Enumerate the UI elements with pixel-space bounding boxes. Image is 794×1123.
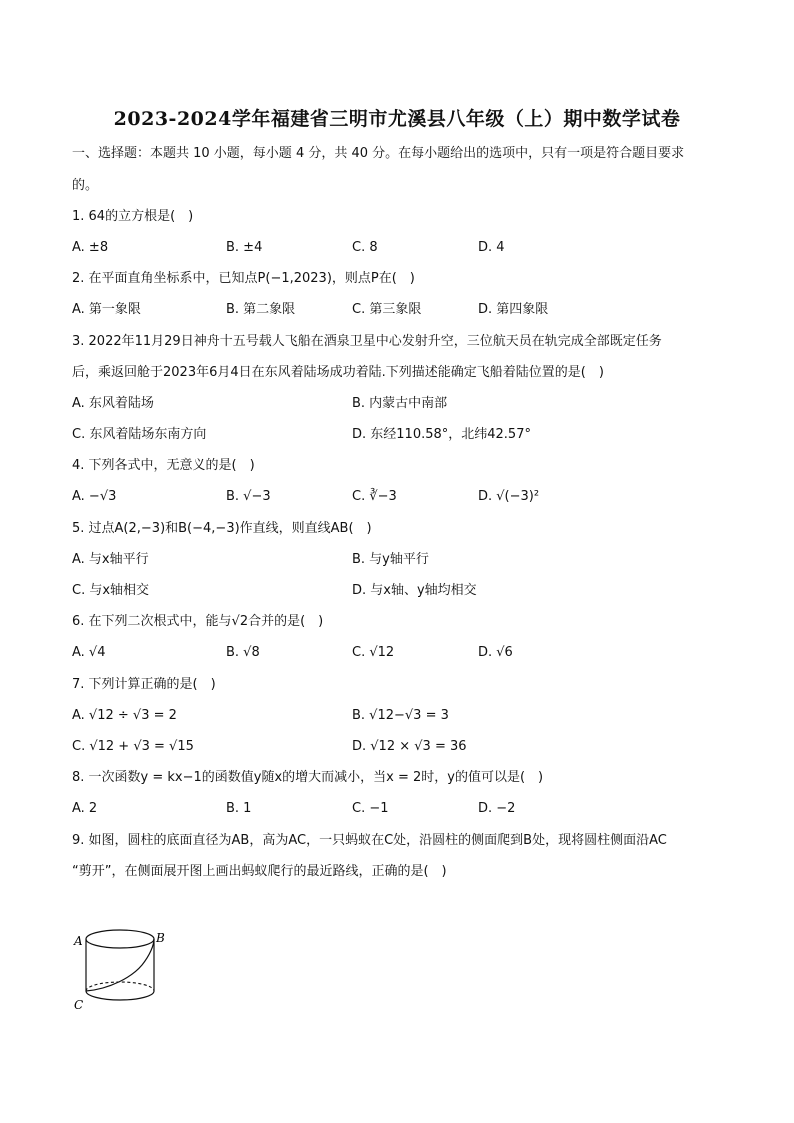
point-b-label: B: [156, 931, 165, 945]
section-instruction-line1: 一、选择题：本题共 10 小题，每小题 4 分，共 40 分。在每小题给出的选项中，只有一项是符合题目要求: [72, 146, 685, 161]
question-6-option-c: C. √12: [352, 645, 395, 660]
question-8-option-c: C. −1: [352, 801, 389, 816]
question-6-stem: 6. 在下列二次根式中，能与√2合并的是( ): [72, 614, 324, 629]
question-7-option-a: A. √12 ÷ √3 = 2: [72, 708, 177, 723]
question-1-option-c: C. 8: [352, 240, 378, 255]
question-3-stem-line2: 后，乘返回舱于2023年6月4日在东风着陆场成功着陆.下列描述能确定飞船着陆位置的是( ): [72, 365, 604, 380]
question-5-option-d: D. 与x轴、y轴均相交: [352, 583, 477, 598]
question-6-option-d: D. √6: [478, 645, 513, 660]
question-9-stem-line2: “剪开”，在侧面展开图上画出蚂蚁爬行的最近路线，正确的是( ): [72, 864, 447, 879]
question-5-stem: 5. 过点A(2,−3)和B(−4,−3)作直线，则直线AB( ): [72, 521, 372, 536]
question-6-option-a: A. √4: [72, 645, 106, 660]
question-1-option-a: A. ±8: [72, 240, 109, 255]
cylinder-top-ellipse: [86, 930, 154, 948]
question-8-option-a: A. 2: [72, 801, 98, 816]
question-6-option-b: B. √8: [226, 645, 260, 660]
question-2-stem: 2. 在平面直角坐标系中，已知点P(−1,2023)，则点P在( ): [72, 271, 415, 286]
ant-path-curve: [86, 939, 154, 991]
question-7-stem: 7. 下列计算正确的是( ): [72, 677, 216, 692]
question-5-option-c: C. 与x轴相交: [72, 583, 150, 598]
exam-title: 2023-2024学年福建省三明市尤溪县八年级（上）期中数学试卷: [113, 108, 681, 130]
question-2-option-c: C. 第三象限: [352, 302, 422, 317]
question-4-option-b: B. √−3: [226, 489, 271, 504]
question-1-option-b: B. ±4: [226, 240, 263, 255]
question-4-stem: 4. 下列各式中，无意义的是( ): [72, 458, 255, 473]
question-5-option-a: A. 与x轴平行: [72, 552, 149, 567]
question-3-stem-line1: 3. 2022年11月29日神舟十五号载人飞船在酒泉卫星中心发射升空，三位航天员在轨完成全部既定任务: [72, 334, 662, 349]
question-3-option-a: A. 东风着陆场: [72, 396, 154, 411]
question-8-option-b: B. 1: [226, 801, 252, 816]
question-4-option-d: D. √(−3)²: [478, 489, 540, 504]
question-8-option-d: D. −2: [478, 801, 516, 816]
point-c-label: C: [74, 998, 84, 1012]
question-3-option-b: B. 内蒙古中南部: [352, 396, 448, 411]
question-2-option-a: A. 第一象限: [72, 302, 141, 317]
question-2-option-d: D. 第四象限: [478, 302, 549, 317]
question-1-option-d: D. 4: [478, 240, 505, 255]
section-instruction-line2: 的。: [72, 178, 99, 193]
cylinder-bottom-front-arc: [86, 991, 154, 1000]
question-7-option-d: D. √12 × √3 = 36: [352, 739, 467, 754]
question-8-stem: 8. 一次函数y = kx−1的函数值y随x的增大而减小，当x = 2时，y的值可以是( ): [72, 770, 544, 785]
question-4-option-a: A. −√3: [72, 489, 117, 504]
cylinder-figure: [70, 925, 170, 1015]
question-7-option-b: B. √12−√3 = 3: [352, 708, 449, 723]
point-a-label: A: [74, 934, 83, 948]
question-1-stem: 1. 64的立方根是( ): [72, 209, 194, 224]
question-4-option-c: C. ∛−3: [352, 489, 397, 504]
question-3-option-c: C. 东风着陆场东南方向: [72, 427, 207, 442]
question-3-option-d: D. 东经110.58°，北纬42.57°: [352, 427, 531, 442]
question-7-option-c: C. √12 + √3 = √15: [72, 739, 194, 754]
question-9-stem-line1: 9. 如图，圆柱的底面直径为AB，高为AC，一只蚂蚁在C处，沿圆柱的侧面爬到B处，现将圆柱侧面沿AC: [72, 833, 667, 848]
question-5-option-b: B. 与y轴平行: [352, 552, 429, 567]
question-2-option-b: B. 第二象限: [226, 302, 296, 317]
